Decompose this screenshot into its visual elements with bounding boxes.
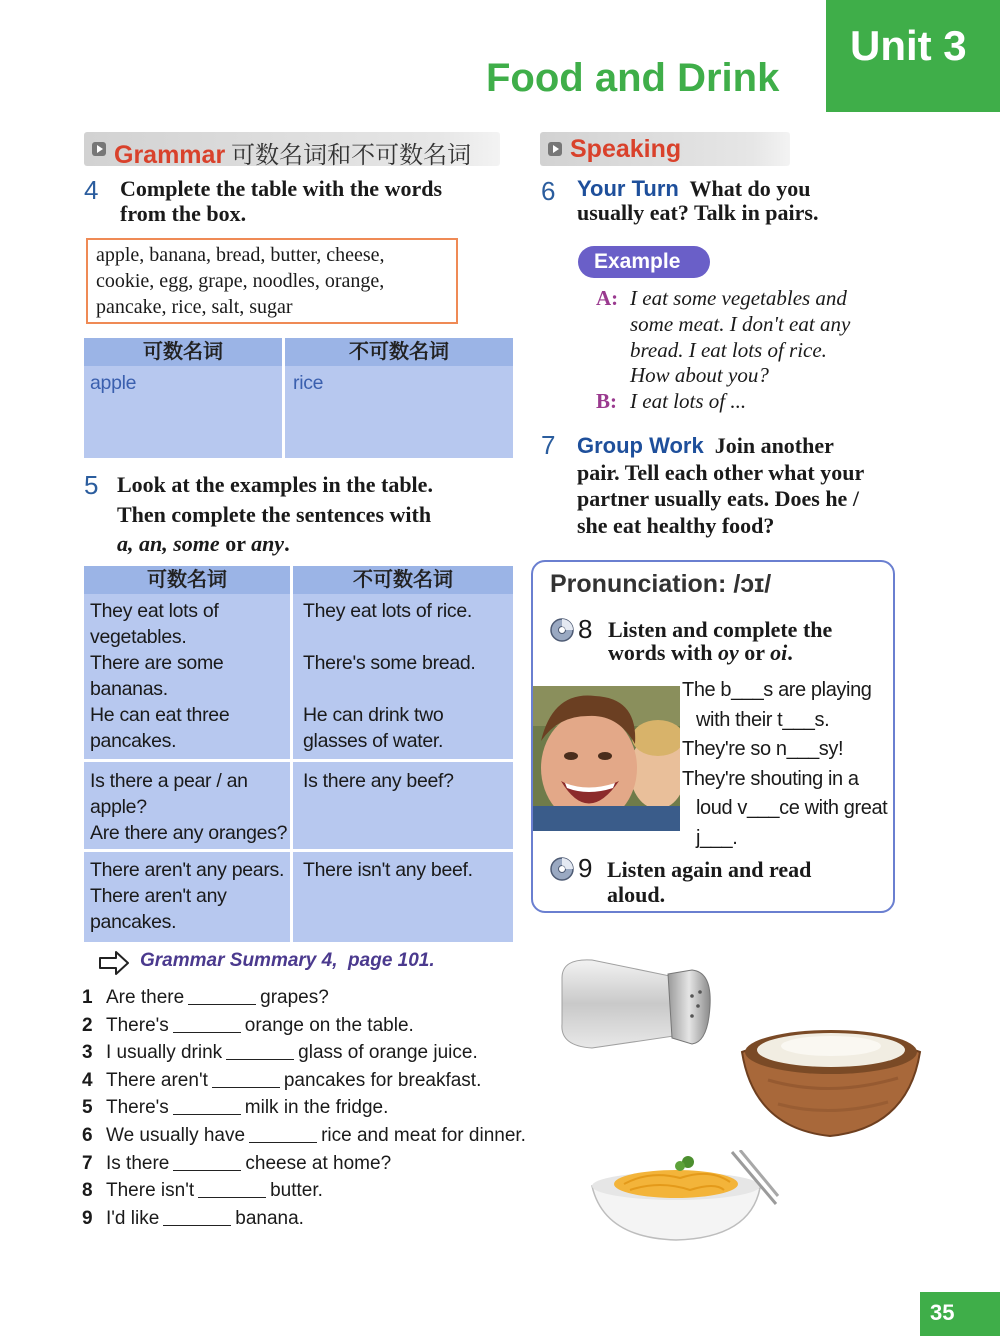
grammar-banner-title: Grammar xyxy=(114,141,226,169)
word-box-line: pancake, rice, salt, sugar xyxy=(96,296,293,318)
exercise-8-number: 8 xyxy=(578,614,593,644)
answer-blank[interactable] xyxy=(212,1070,280,1088)
exercise-4-line-2: from the box. xyxy=(120,201,247,226)
exercise-7-instruction: Group Work Join another pair. Tell each other what your partner usually eats. Does he / she eat healthy food? xyxy=(577,433,865,538)
play-bullet-icon xyxy=(548,142,562,156)
list-item: 3 I usually drink glass of orange juice. xyxy=(82,1042,478,1064)
table-row: Is there any beef? xyxy=(303,770,454,792)
table-2-head-countable: 可数名词 xyxy=(84,566,290,594)
grammar-summary-link[interactable]: Grammar Summary 4, page 101. xyxy=(140,950,435,971)
speaking-banner-title: Speaking xyxy=(570,135,682,163)
question-list xyxy=(82,984,526,1232)
grammar-banner-subtitle: 可数名词和不可数名词 xyxy=(231,142,472,169)
word-box-line: cookie, egg, grape, noodles, orange, xyxy=(96,270,385,292)
list-item: 1 Are there grapes? xyxy=(82,987,329,1008)
page-number-box xyxy=(920,1292,1000,1336)
table-1-head-uncountable: 不可数名词 xyxy=(285,338,513,366)
list-item: 6 We usually have rice and meat for dinner. xyxy=(82,1124,526,1146)
exercise-6-number: 6 xyxy=(541,176,556,206)
answer-blank[interactable] xyxy=(173,1097,241,1115)
list-item: 5 There's milk in the fridge. xyxy=(82,1097,389,1119)
example-dialog: A: I eat some vegetables and some meat. I don't eat any bread. I eat lots of rice. How about you? B: I eat lots of ... xyxy=(596,286,851,414)
noun-table-1 xyxy=(84,338,513,458)
answer-blank[interactable] xyxy=(173,1015,241,1033)
list-item: 8 There isn't butter. xyxy=(82,1180,323,1202)
exercise-5-line-3: a, an, some or any. xyxy=(117,531,290,556)
table-2-head-uncountable: 不可数名词 xyxy=(293,566,513,594)
speaker-a-label: A: xyxy=(596,286,619,310)
table-divider xyxy=(290,566,293,942)
table-1-uncountable-example: rice xyxy=(293,372,324,394)
poem-line: They're shouting in a xyxy=(682,767,859,790)
list-item: 4 There aren't pancakes for breakfast. xyxy=(82,1069,482,1091)
table-1-head-countable: 可数名词 xyxy=(84,338,282,366)
answer-blank[interactable] xyxy=(163,1208,231,1226)
exercise-6-instruction: Your Turn What do you usually eat? Talk in pairs. xyxy=(577,176,819,225)
list-item: 9 I'd like banana. xyxy=(82,1207,304,1229)
exercise-4-number: 4 xyxy=(84,175,99,205)
answer-blank[interactable] xyxy=(226,1042,294,1060)
answer-blank[interactable] xyxy=(249,1125,317,1143)
noodle-bowl-image xyxy=(590,1150,780,1242)
word-box-line: apple, banana, bread, butter, cheese, xyxy=(96,244,385,266)
play-bullet-icon xyxy=(92,142,106,156)
word-box xyxy=(86,238,458,324)
exercise-9-number: 9 xyxy=(578,853,593,883)
audio-cd-icon[interactable] xyxy=(550,857,574,881)
page-title: Food and Drink xyxy=(486,56,780,100)
table-row-divider xyxy=(84,759,513,762)
page-number: 35 xyxy=(930,1300,955,1325)
poem-line: with their t___s. xyxy=(696,708,830,731)
salt-shaker-image xyxy=(552,948,716,1058)
answer-blank[interactable] xyxy=(188,987,256,1005)
answer-blank[interactable] xyxy=(198,1180,266,1198)
grammar-banner xyxy=(84,132,500,169)
exercise-4-line-1: Complete the table with the words xyxy=(120,176,443,201)
example-label: Example xyxy=(578,246,710,278)
exercise-5-instruction xyxy=(117,470,433,559)
table-divider xyxy=(282,338,285,458)
table-row: They eat lots of vegetables. There are some bananas. He can eat three pancakes. xyxy=(90,600,230,752)
poem-line: The b___s are playing xyxy=(682,679,872,701)
exercise-4-instruction xyxy=(120,176,442,226)
speaking-banner xyxy=(540,132,790,166)
exercise-7-number: 7 xyxy=(541,430,556,460)
table-1-countable-example: apple xyxy=(90,372,137,394)
boys-photo xyxy=(533,686,680,831)
arrow-right-icon xyxy=(98,950,130,976)
rice-bowl-image xyxy=(738,1018,924,1140)
exercise-8-instruction: Listen and complete the words with oy or oi. xyxy=(608,617,833,665)
pronunciation-poem xyxy=(682,676,887,853)
poem-line: They're so n___sy! xyxy=(682,738,844,760)
exercise-5-number: 5 xyxy=(84,470,99,500)
exercise-5-line-1: Look at the examples in the table. xyxy=(117,472,433,497)
pronunciation-title: Pronunciation: /ɔɪ/ xyxy=(550,570,772,598)
audio-cd-icon[interactable] xyxy=(550,618,574,642)
exercise-5-line-2: Then complete the sentences with xyxy=(117,501,432,527)
exercise-9-instruction: Listen again and read aloud. xyxy=(607,857,812,907)
unit-label: Unit 3 xyxy=(850,22,967,69)
table-row: There aren't any pears. There aren't any pancakes. xyxy=(90,859,285,933)
list-item: 7 Is there cheese at home? xyxy=(82,1152,392,1174)
list-item: 2 There's orange on the table. xyxy=(82,1014,414,1036)
noun-table-2 xyxy=(84,566,513,942)
table-row: Is there a pear / an apple? Are there any oranges? xyxy=(90,770,288,844)
poem-line: j___. xyxy=(696,826,738,849)
table-row-divider xyxy=(84,849,513,852)
speaker-b-label: B: xyxy=(596,389,617,414)
laughing-boys-image xyxy=(533,686,680,831)
exercise-6-lead: Your Turn xyxy=(577,176,679,201)
answer-blank[interactable] xyxy=(173,1153,241,1171)
table-row: They eat lots of rice. There's some bread. He can drink two glasses of water. xyxy=(303,600,476,752)
unit-tab xyxy=(826,0,1000,112)
poem-line: loud v___ce with great xyxy=(696,797,888,819)
table-row: There isn't any beef. xyxy=(303,859,473,881)
exercise-7-lead: Group Work xyxy=(577,433,704,458)
